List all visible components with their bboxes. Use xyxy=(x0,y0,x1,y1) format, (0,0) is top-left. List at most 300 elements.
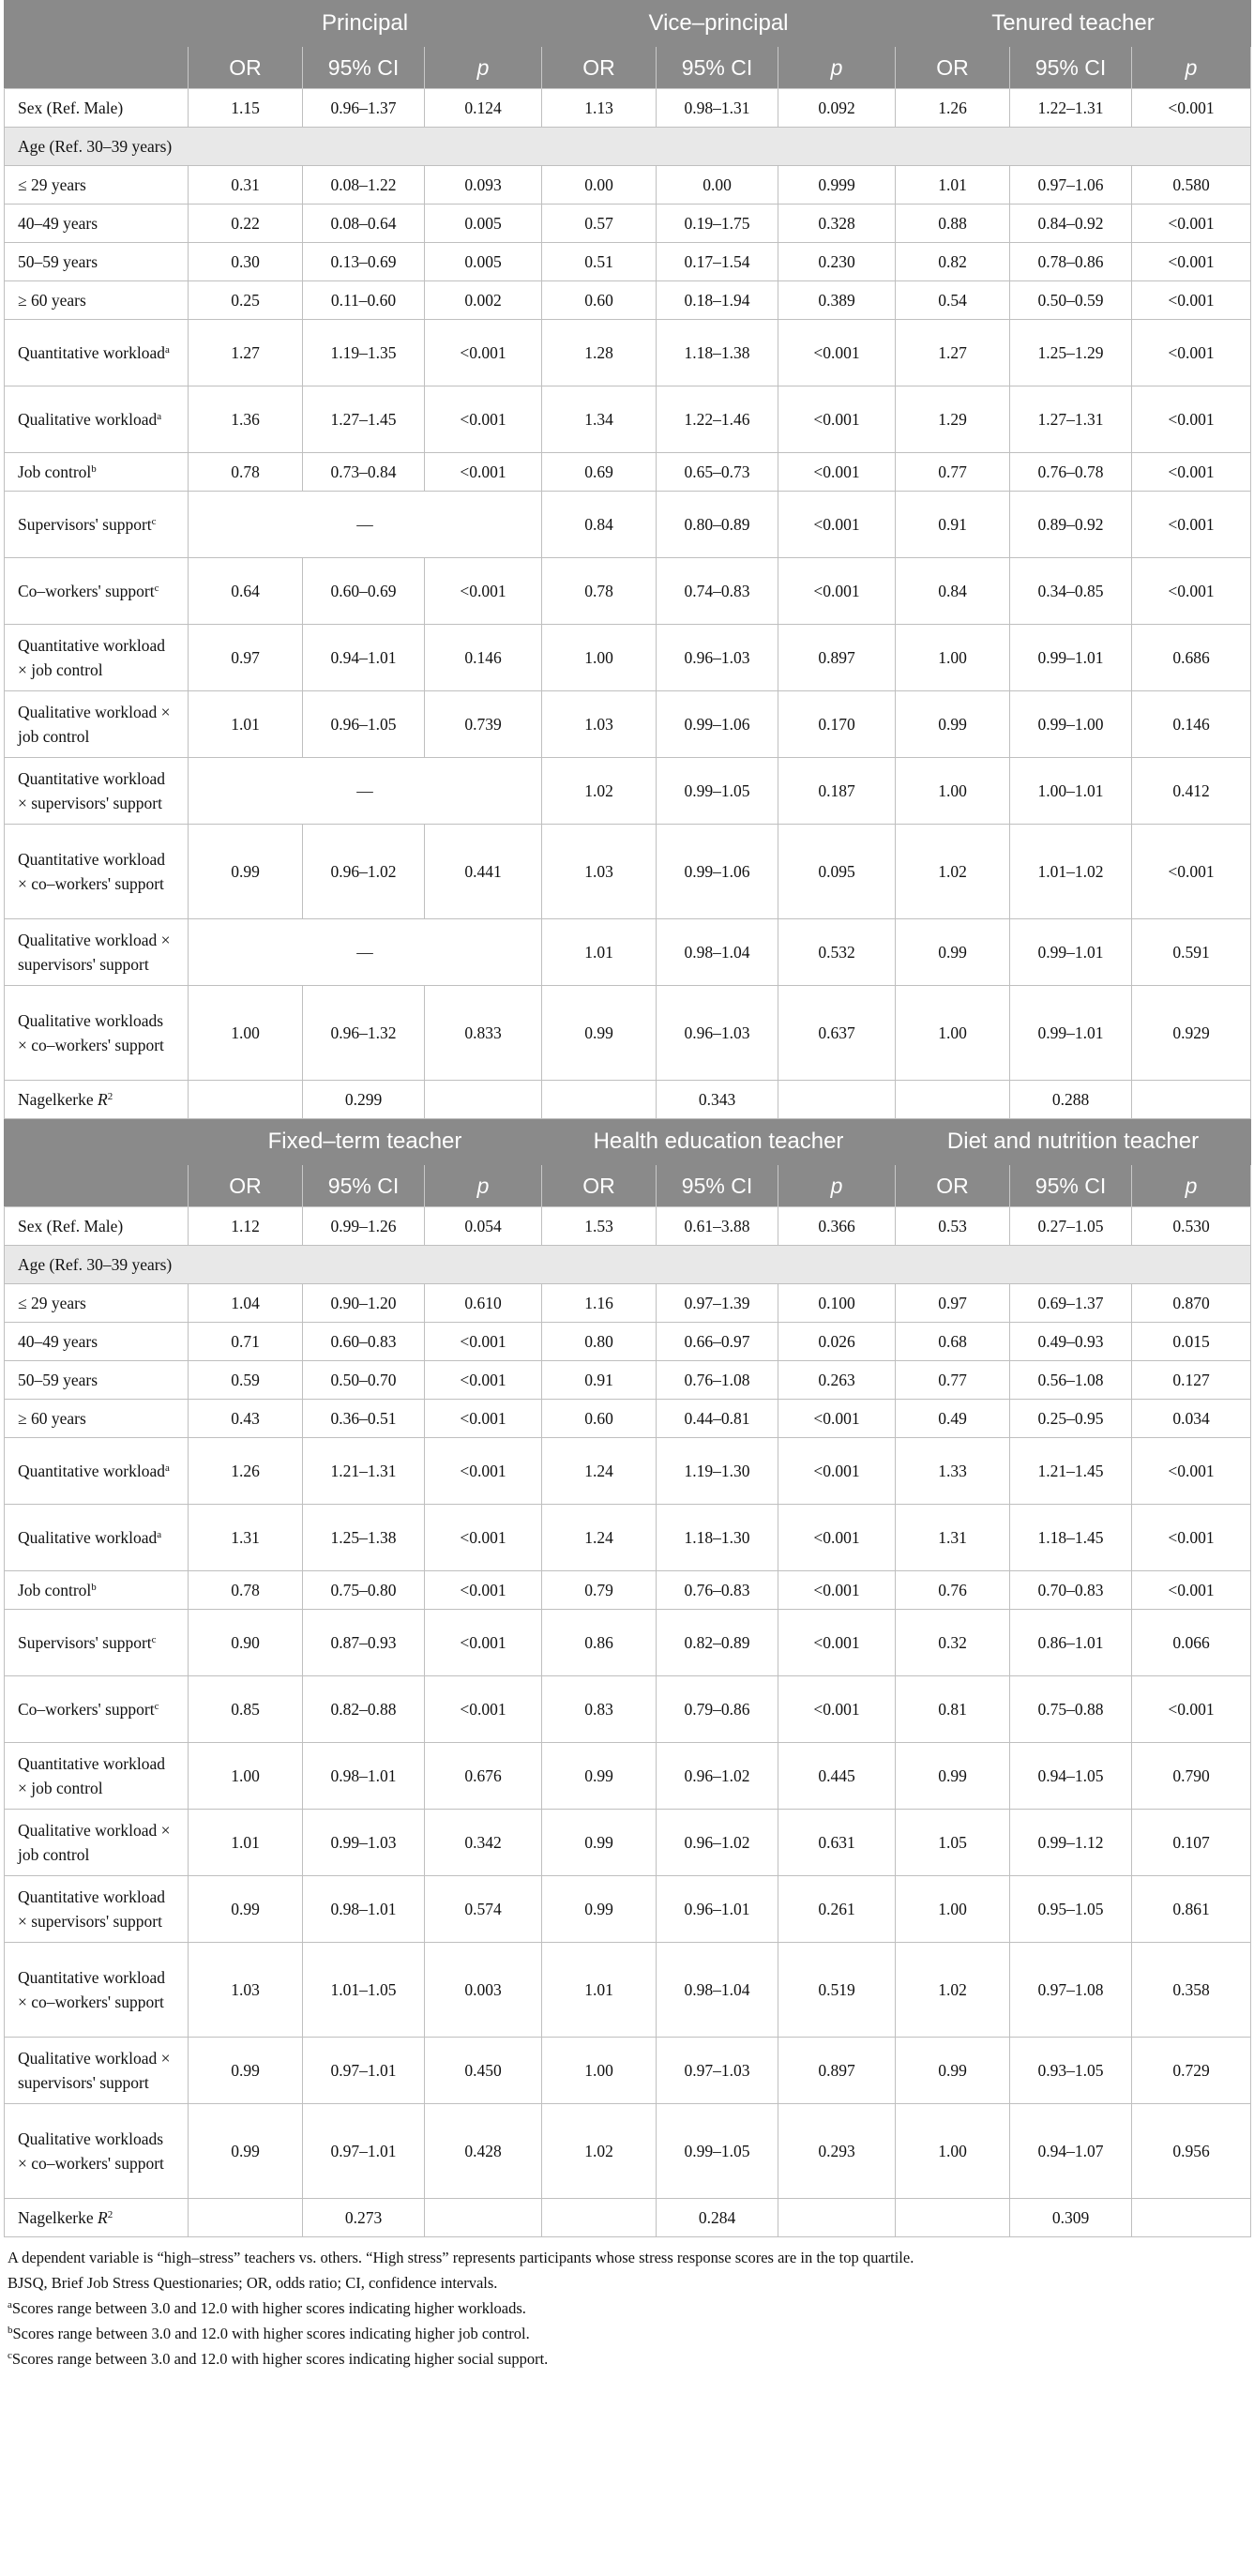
table-row xyxy=(5,986,1251,1081)
cell-or: 1.29 xyxy=(896,386,1010,453)
cell-p: 0.412 xyxy=(1132,758,1251,825)
cell-ci: 0.96–1.03 xyxy=(657,986,778,1081)
cell-ci: 0.65–0.73 xyxy=(657,453,778,492)
column-header-ci: 95% CI xyxy=(1010,1165,1132,1207)
cell-or: 0.60 xyxy=(542,281,657,320)
row-label-sup: c xyxy=(151,1634,157,1645)
category-row xyxy=(5,1246,1251,1284)
cell-or: 0.99 xyxy=(896,1743,1010,1810)
cell-p: 0.187 xyxy=(778,758,896,825)
row-label xyxy=(5,1876,189,1943)
cell-ci: 0.99–1.00 xyxy=(1010,691,1132,758)
row-label xyxy=(5,1810,189,1876)
cell-ci: 0.76–1.08 xyxy=(657,1361,778,1400)
r2-value: 0.299 xyxy=(303,1081,425,1119)
table-row xyxy=(5,1505,1251,1571)
table-row xyxy=(5,1400,1251,1438)
cell-ci: 0.73–0.84 xyxy=(303,453,425,492)
column-header-ci: 95% CI xyxy=(657,1165,778,1207)
cell-or: 1.03 xyxy=(542,825,657,919)
cell-p: <0.001 xyxy=(1132,320,1251,386)
cell-or: 0.99 xyxy=(896,691,1010,758)
row-label-text: Quantitative workload × supervisors' support xyxy=(18,769,165,812)
row-label-italic: R xyxy=(98,2208,108,2227)
cell-p: <0.001 xyxy=(1132,1505,1251,1571)
cell-p: <0.001 xyxy=(1132,558,1251,625)
cell-p: <0.001 xyxy=(778,1610,896,1676)
cell-ci: 0.94–1.07 xyxy=(1010,2104,1132,2199)
row-label xyxy=(5,89,189,128)
cell-or: 0.85 xyxy=(189,1676,303,1743)
cell-or: 1.33 xyxy=(896,1438,1010,1505)
cell-p: 0.092 xyxy=(778,89,896,128)
cell-or: 1.01 xyxy=(542,919,657,986)
row-label xyxy=(5,986,189,1081)
cell-ci: 1.01–1.02 xyxy=(1010,825,1132,919)
cell-p: 0.054 xyxy=(425,1207,542,1246)
cell-or: 0.83 xyxy=(542,1676,657,1743)
cell-or: 0.84 xyxy=(542,492,657,558)
cell-ci: 0.66–0.97 xyxy=(657,1323,778,1361)
cell-p: 0.428 xyxy=(425,2104,542,2199)
table-row xyxy=(5,166,1251,205)
cell-ci: 0.08–1.22 xyxy=(303,166,425,205)
cell-ci: 0.89–0.92 xyxy=(1010,492,1132,558)
cell-p: 0.230 xyxy=(778,243,896,281)
row-label xyxy=(5,625,189,691)
cell-or: 1.31 xyxy=(896,1505,1010,1571)
row-label-sup: c xyxy=(154,583,159,594)
cell-p: 0.170 xyxy=(778,691,896,758)
cell-p: 0.095 xyxy=(778,825,896,919)
cell-p: 0.003 xyxy=(425,1943,542,2038)
cell-or: 0.88 xyxy=(896,205,1010,243)
footnote-text: Scores range between 3.0 and 12.0 with higher scores indicating higher workloads. xyxy=(11,2299,526,2317)
cell-p: <0.001 xyxy=(1132,89,1251,128)
row-label xyxy=(5,758,189,825)
cell-or: 0.60 xyxy=(542,1400,657,1438)
row-label xyxy=(5,919,189,986)
table-row xyxy=(5,625,1251,691)
row-label-text: ≤ 29 years xyxy=(18,175,86,194)
r2-empty-cell xyxy=(425,1081,542,1119)
cell-ci: 1.00–1.01 xyxy=(1010,758,1132,825)
column-header-p: p xyxy=(778,1165,896,1207)
row-label-text: Nagelkerke xyxy=(18,1090,98,1109)
cell-ci: 0.96–1.02 xyxy=(657,1743,778,1810)
cell-p: <0.001 xyxy=(1132,386,1251,453)
cell-or: 0.68 xyxy=(896,1323,1010,1361)
cell-or: 0.31 xyxy=(189,166,303,205)
cell-ci: 0.50–0.70 xyxy=(303,1361,425,1400)
cell-or: 0.43 xyxy=(189,1400,303,1438)
cell-ci: 0.34–0.85 xyxy=(1010,558,1132,625)
row-label-sup: b xyxy=(91,1582,97,1593)
cell-ci: 0.97–1.39 xyxy=(657,1284,778,1323)
cell-p: 0.263 xyxy=(778,1361,896,1400)
table-row xyxy=(5,1323,1251,1361)
column-header-row xyxy=(5,1165,1251,1207)
cell-p: <0.001 xyxy=(1132,1676,1251,1743)
header-blank-cell xyxy=(5,1119,189,1165)
cell-or: 0.99 xyxy=(896,919,1010,986)
cell-ci: 0.75–0.88 xyxy=(1010,1676,1132,1743)
cell-or: 1.03 xyxy=(189,1943,303,2038)
row-label-text: ≤ 29 years xyxy=(18,1294,86,1312)
cell-p: 0.015 xyxy=(1132,1323,1251,1361)
cell-or: 0.99 xyxy=(189,2038,303,2104)
row-label-text: 40–49 years xyxy=(18,1332,98,1351)
cell-or: 0.77 xyxy=(896,1361,1010,1400)
footnote xyxy=(8,2245,1250,2270)
footnote xyxy=(8,2346,1250,2371)
cell-ci: 0.11–0.60 xyxy=(303,281,425,320)
cell-p: <0.001 xyxy=(425,1361,542,1400)
cell-or: 0.84 xyxy=(896,558,1010,625)
cell-or: 1.01 xyxy=(896,166,1010,205)
cell-p: <0.001 xyxy=(1132,825,1251,919)
table-row xyxy=(5,2038,1251,2104)
not-applicable-cell: — xyxy=(189,919,542,986)
table-row xyxy=(5,492,1251,558)
cell-ci: 0.99–1.06 xyxy=(657,825,778,919)
cell-p: 0.897 xyxy=(778,625,896,691)
cell-p: 0.790 xyxy=(1132,1743,1251,1810)
row-label-text: Sex (Ref. Male) xyxy=(18,1217,124,1235)
cell-ci: 0.97–1.06 xyxy=(1010,166,1132,205)
cell-p: 0.093 xyxy=(425,166,542,205)
row-label xyxy=(5,166,189,205)
cell-ci: 0.99–1.05 xyxy=(657,758,778,825)
cell-ci: 0.79–0.86 xyxy=(657,1676,778,1743)
column-header-ci: 95% CI xyxy=(657,47,778,89)
cell-or: 1.31 xyxy=(189,1505,303,1571)
cell-or: 1.03 xyxy=(542,691,657,758)
cell-p: <0.001 xyxy=(778,386,896,453)
cell-or: 1.02 xyxy=(896,825,1010,919)
row-label-text: Quantitative workload × co–workers' support xyxy=(18,1968,165,2011)
cell-ci: 0.44–0.81 xyxy=(657,1400,778,1438)
cell-ci: 0.97–1.08 xyxy=(1010,1943,1132,2038)
cell-p: <0.001 xyxy=(1132,281,1251,320)
row-label-text: Qualitative workloads × co–workers' support xyxy=(18,2129,164,2173)
cell-ci: 0.94–1.01 xyxy=(303,625,425,691)
cell-p: <0.001 xyxy=(1132,492,1251,558)
table-row xyxy=(5,1876,1251,1943)
cell-p: 0.389 xyxy=(778,281,896,320)
cell-p: 0.358 xyxy=(1132,1943,1251,2038)
r2-empty-cell xyxy=(189,1081,303,1119)
cell-p: <0.001 xyxy=(778,1676,896,1743)
cell-ci: 0.13–0.69 xyxy=(303,243,425,281)
cell-or: 1.00 xyxy=(542,625,657,691)
cell-ci: 0.60–0.69 xyxy=(303,558,425,625)
cell-p: <0.001 xyxy=(778,1400,896,1438)
cell-or: 0.49 xyxy=(896,1400,1010,1438)
row-label xyxy=(5,2104,189,2199)
cell-or: 1.36 xyxy=(189,386,303,453)
cell-ci: 0.90–1.20 xyxy=(303,1284,425,1323)
cell-ci: 1.27–1.31 xyxy=(1010,386,1132,453)
row-label xyxy=(5,2199,189,2237)
cell-or: 1.16 xyxy=(542,1284,657,1323)
table-row xyxy=(5,243,1251,281)
cell-ci: 0.99–1.01 xyxy=(1010,625,1132,691)
cell-or: 0.51 xyxy=(542,243,657,281)
category-label: Age (Ref. 30–39 years) xyxy=(5,1246,1251,1284)
cell-p: 0.574 xyxy=(425,1876,542,1943)
column-header-ci: 95% CI xyxy=(303,47,425,89)
cell-ci: 0.96–1.32 xyxy=(303,986,425,1081)
row-label xyxy=(5,1571,189,1610)
cell-ci: 0.94–1.05 xyxy=(1010,1743,1132,1810)
row-label-text: Qualitative workload × job control xyxy=(18,1821,171,1864)
not-applicable-cell: — xyxy=(189,758,542,825)
cell-p: <0.001 xyxy=(1132,1438,1251,1505)
cell-or: 1.02 xyxy=(896,1943,1010,2038)
cell-ci: 0.96–1.01 xyxy=(657,1876,778,1943)
cell-p: <0.001 xyxy=(425,1505,542,1571)
cell-p: 0.002 xyxy=(425,281,542,320)
group-header: Principal xyxy=(189,1,542,47)
cell-ci: 0.96–1.02 xyxy=(657,1810,778,1876)
cell-ci: 1.22–1.31 xyxy=(1010,89,1132,128)
cell-or: 1.13 xyxy=(542,89,657,128)
cell-ci: 0.00 xyxy=(657,166,778,205)
cell-or: 0.97 xyxy=(189,625,303,691)
cell-ci: 0.99–1.06 xyxy=(657,691,778,758)
row-label-text: Qualitative workload xyxy=(18,410,158,429)
cell-or: 1.00 xyxy=(542,2038,657,2104)
cell-ci: 1.19–1.35 xyxy=(303,320,425,386)
cell-ci: 0.75–0.80 xyxy=(303,1571,425,1610)
cell-or: 1.00 xyxy=(896,986,1010,1081)
table-row xyxy=(5,2104,1251,2199)
row-label-text: Qualitative workload × job control xyxy=(18,703,171,746)
cell-ci: 0.25–0.95 xyxy=(1010,1400,1132,1438)
row-label xyxy=(5,492,189,558)
cell-ci: 1.25–1.29 xyxy=(1010,320,1132,386)
cell-p: 0.127 xyxy=(1132,1361,1251,1400)
row-label-text: Quantitative workload xyxy=(18,1462,165,1480)
row-label xyxy=(5,1943,189,2038)
cell-or: 1.00 xyxy=(896,2104,1010,2199)
r2-value: 0.273 xyxy=(303,2199,425,2237)
header-blank-cell xyxy=(5,47,189,89)
row-label-text: Quantitative workload × co–workers' support xyxy=(18,850,165,893)
table-row xyxy=(5,453,1251,492)
cell-or: 0.81 xyxy=(896,1676,1010,1743)
cell-or: 0.99 xyxy=(189,2104,303,2199)
cell-or: 0.64 xyxy=(189,558,303,625)
group-header: Health education teacher xyxy=(542,1119,896,1165)
cell-ci: 0.98–1.31 xyxy=(657,89,778,128)
cell-or: 0.69 xyxy=(542,453,657,492)
cell-p: <0.001 xyxy=(1132,453,1251,492)
cell-ci: 0.80–0.89 xyxy=(657,492,778,558)
row-label xyxy=(5,2038,189,2104)
cell-ci: 0.27–1.05 xyxy=(1010,1207,1132,1246)
row-label xyxy=(5,558,189,625)
cell-or: 0.54 xyxy=(896,281,1010,320)
header-blank-cell xyxy=(5,1,189,47)
row-label xyxy=(5,1610,189,1676)
cell-ci: 0.61–3.88 xyxy=(657,1207,778,1246)
cell-or: 0.71 xyxy=(189,1323,303,1361)
cell-or: 0.78 xyxy=(189,1571,303,1610)
cell-p: 0.293 xyxy=(778,2104,896,2199)
table-row xyxy=(5,1571,1251,1610)
cell-ci: 0.18–1.94 xyxy=(657,281,778,320)
cell-p: 0.676 xyxy=(425,1743,542,1810)
cell-ci: 0.96–1.02 xyxy=(303,825,425,919)
cell-or: 1.24 xyxy=(542,1438,657,1505)
cell-ci: 0.96–1.37 xyxy=(303,89,425,128)
column-header-or: OR xyxy=(896,47,1010,89)
cell-p: 0.519 xyxy=(778,1943,896,2038)
cell-ci: 1.18–1.38 xyxy=(657,320,778,386)
cell-p: <0.001 xyxy=(425,558,542,625)
cell-ci: 0.99–1.01 xyxy=(1010,919,1132,986)
cell-p: <0.001 xyxy=(425,1438,542,1505)
row-label xyxy=(5,243,189,281)
row-label-text: Co–workers' support xyxy=(18,582,155,600)
cell-p: <0.001 xyxy=(425,1400,542,1438)
row-label-text: 40–49 years xyxy=(18,214,98,233)
cell-or: 0.99 xyxy=(896,2038,1010,2104)
cell-p: 0.124 xyxy=(425,89,542,128)
table-row xyxy=(5,281,1251,320)
footnote xyxy=(8,2270,1250,2296)
footnote-marker: c xyxy=(8,2350,12,2361)
row-label-text: 50–59 years xyxy=(18,1371,98,1389)
row-label-text: Qualitative workload × supervisors' support xyxy=(18,931,171,974)
cell-p: <0.001 xyxy=(1132,243,1251,281)
cell-or: 1.00 xyxy=(189,986,303,1081)
cell-ci: 1.21–1.31 xyxy=(303,1438,425,1505)
table-row xyxy=(5,1207,1251,1246)
column-header-or: OR xyxy=(896,1165,1010,1207)
cell-p: <0.001 xyxy=(778,558,896,625)
table-row xyxy=(5,1810,1251,1876)
cell-ci: 0.60–0.83 xyxy=(303,1323,425,1361)
cell-ci: 1.01–1.05 xyxy=(303,1943,425,2038)
column-header-p: p xyxy=(778,47,896,89)
table-row xyxy=(5,386,1251,453)
table-row xyxy=(5,1676,1251,1743)
row-label xyxy=(5,1743,189,1810)
cell-ci: 0.19–1.75 xyxy=(657,205,778,243)
cell-ci: 1.22–1.46 xyxy=(657,386,778,453)
cell-or: 0.99 xyxy=(189,1876,303,1943)
cell-or: 1.00 xyxy=(896,1876,1010,1943)
table-row xyxy=(5,1438,1251,1505)
cell-p: 0.328 xyxy=(778,205,896,243)
cell-or: 0.76 xyxy=(896,1571,1010,1610)
category-row xyxy=(5,128,1251,166)
cell-p: 0.005 xyxy=(425,243,542,281)
column-header-p: p xyxy=(1132,47,1251,89)
cell-or: 0.53 xyxy=(896,1207,1010,1246)
cell-ci: 1.25–1.38 xyxy=(303,1505,425,1571)
cell-p: 0.366 xyxy=(778,1207,896,1246)
footnote-marker: a xyxy=(8,2299,12,2311)
column-header-p: p xyxy=(1132,1165,1251,1207)
cell-or: 1.00 xyxy=(896,625,1010,691)
row-label-text: ≥ 60 years xyxy=(18,291,86,310)
table-row xyxy=(5,89,1251,128)
row-label xyxy=(5,205,189,243)
cell-or: 1.26 xyxy=(189,1438,303,1505)
cell-or: 1.00 xyxy=(189,1743,303,1810)
cell-p: <0.001 xyxy=(778,492,896,558)
row-label-text: Qualitative workload × supervisors' support xyxy=(18,2049,171,2092)
cell-p: 0.591 xyxy=(1132,919,1251,986)
group-header: Fixed–term teacher xyxy=(189,1119,542,1165)
cell-ci: 0.87–0.93 xyxy=(303,1610,425,1676)
table-row xyxy=(5,1743,1251,1810)
cell-p: <0.001 xyxy=(1132,1571,1251,1610)
cell-or: 1.05 xyxy=(896,1810,1010,1876)
cell-p: 0.261 xyxy=(778,1876,896,1943)
cell-or: 1.15 xyxy=(189,89,303,128)
row-label-text: Quantitative workload × supervisors' support xyxy=(18,1887,165,1931)
cell-ci: 0.93–1.05 xyxy=(1010,2038,1132,2104)
cell-p: 0.445 xyxy=(778,1743,896,1810)
row-label-text: Quantitative workload xyxy=(18,343,165,362)
cell-ci: 0.97–1.01 xyxy=(303,2038,425,2104)
cell-or: 1.01 xyxy=(189,1810,303,1876)
cell-or: 0.79 xyxy=(542,1571,657,1610)
cell-or: 1.26 xyxy=(896,89,1010,128)
cell-or: 0.78 xyxy=(542,558,657,625)
r2-empty-cell xyxy=(542,2199,657,2237)
cell-or: 0.78 xyxy=(189,453,303,492)
cell-or: 1.27 xyxy=(896,320,1010,386)
cell-p: 0.530 xyxy=(1132,1207,1251,1246)
cell-or: 1.28 xyxy=(542,320,657,386)
cell-p: 0.450 xyxy=(425,2038,542,2104)
cell-ci: 0.96–1.03 xyxy=(657,625,778,691)
cell-ci: 0.36–0.51 xyxy=(303,1400,425,1438)
cell-p: 0.146 xyxy=(425,625,542,691)
row-label-text: Sex (Ref. Male) xyxy=(18,98,124,117)
cell-p: 0.580 xyxy=(1132,166,1251,205)
row-label-text: Supervisors' support xyxy=(18,515,152,534)
r2-row xyxy=(5,2199,1251,2237)
cell-or: 1.04 xyxy=(189,1284,303,1323)
cell-p: 0.929 xyxy=(1132,986,1251,1081)
cell-ci: 0.98–1.04 xyxy=(657,919,778,986)
cell-ci: 0.98–1.04 xyxy=(657,1943,778,2038)
cell-ci: 0.17–1.54 xyxy=(657,243,778,281)
footnote-text: A dependent variable is “high–stress” teachers vs. others. “High stress” represents participants whose stress response scores are in the top quartile. xyxy=(8,2249,914,2266)
cell-p: 0.833 xyxy=(425,986,542,1081)
r2-row xyxy=(5,1081,1251,1119)
row-label xyxy=(5,1081,189,1119)
cell-p: 0.631 xyxy=(778,1810,896,1876)
cell-p: 0.066 xyxy=(1132,1610,1251,1676)
row-label xyxy=(5,1505,189,1571)
row-label xyxy=(5,825,189,919)
column-header-p: p xyxy=(425,47,542,89)
cell-or: 0.00 xyxy=(542,166,657,205)
cell-p: 0.532 xyxy=(778,919,896,986)
table-row xyxy=(5,205,1251,243)
row-label-text: 50–59 years xyxy=(18,252,98,271)
row-label-text: Job control xyxy=(18,1581,92,1599)
column-header-or: OR xyxy=(189,1165,303,1207)
